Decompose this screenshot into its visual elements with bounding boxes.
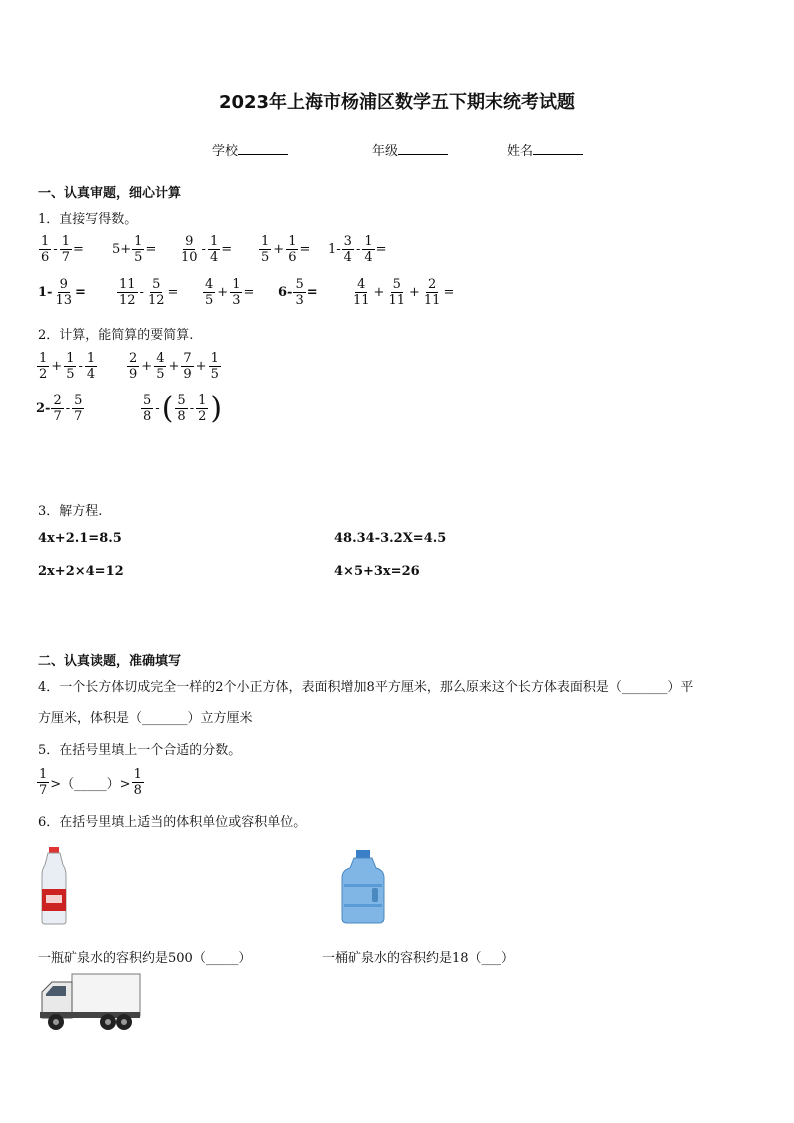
fraction: $\frac{5}{8}$: [177, 393, 186, 424]
fraction: $\frac{11}{12}$: [119, 277, 136, 308]
grade-label: 年级: [372, 144, 399, 159]
calc-1-2: 5+ $\frac{1}{5}$ =: [112, 234, 157, 265]
fraction: $\frac{5}{8}$: [143, 393, 152, 424]
fraction: $\frac{1}{4}$: [209, 234, 219, 265]
grade-field: [372, 140, 448, 159]
fraction: $\frac{1}{2}$: [39, 351, 48, 382]
question-6-label: 6．在括号里填上适当的体积单位或容积单位。: [38, 815, 307, 830]
question-6-item-1: 一瓶矿泉水的容积约是500（_____）: [38, 951, 252, 966]
page-title: 2023年上海市杨浦区数学五下期末统考试题: [218, 92, 576, 113]
fraction: $\frac{9}{10}$: [181, 234, 198, 265]
fraction: $\frac{1}{4}$: [364, 234, 373, 265]
school-label: 学校: [212, 144, 239, 159]
equation-3: 2x+2×4=12: [38, 564, 124, 579]
calc-1-3: $\frac{9}{10}$ - $\frac{1}{4}$ =: [181, 234, 233, 265]
question-4-line1: 4．一个长方体切成完全一样的2个小正方体，表面积增加8平方厘米，那么原来这个长方体表面积是（_______）平: [38, 680, 694, 695]
fraction: $\frac{5}{3}$: [295, 277, 304, 308]
fraction: $\frac{5}{12}$: [147, 277, 165, 308]
fraction: $\frac{1}{5}$: [134, 234, 143, 265]
fraction: $\frac{2}{11}$: [423, 277, 441, 308]
fraction: $\frac{1}{6}$: [288, 234, 297, 265]
fraction: $\frac{4}{5}$: [156, 351, 165, 382]
fraction: $\frac{1}{3}$: [232, 277, 241, 308]
fraction: $\frac{1}{5}$: [66, 351, 75, 382]
water-jug-image: [340, 848, 386, 924]
expr-2-1: $\frac{1}{2}$ + $\frac{1}{5}$ - $\frac{1}{4}$: [39, 351, 96, 382]
fraction: $\frac{4}{11}$: [353, 277, 370, 308]
fraction: $\frac{3}{4}$: [343, 234, 352, 265]
question-6-item-2: 一桶矿泉水的容积约是18（___）: [322, 951, 515, 966]
school-field: [212, 140, 288, 159]
name-label: 姓名: [507, 144, 534, 159]
calc-1-5: 1- $\frac{3}{4}$ - $\frac{1}{4}$ =: [328, 234, 387, 265]
fraction: $\frac{9}{13}$: [55, 277, 72, 308]
question-4-line2: 方厘米，体积是（_______）立方厘米: [38, 711, 253, 726]
calc-2-2: $\frac{11}{12}$ - $\frac{5}{12}$ =: [119, 277, 179, 308]
fraction: $\frac{1}{4}$: [86, 351, 96, 382]
section-2-heading: 二、认真读题，准确填写: [38, 654, 182, 669]
fraction: $\frac{1}{7}$: [39, 767, 48, 798]
calc-1-4: $\frac{1}{5}$ + $\frac{1}{6}$ =: [261, 234, 311, 265]
fraction: $\frac{5}{11}$: [388, 277, 405, 308]
fraction: $\frac{7}{9}$: [183, 351, 192, 382]
expr-2-4: $\frac{5}{8}$ - ( $\frac{5}{8}$ - $\frac{1}{2}$ ): [143, 390, 223, 426]
equation-1: 4x+2.1=8.5: [38, 531, 122, 546]
expr-2-3: 2- $\frac{2}{7}$ - $\frac{5}{7}$: [36, 393, 83, 424]
expr-2-2: $\frac{2}{9}$ + $\frac{4}{5}$ + $\frac{7}{9}$ + $\frac{1}{5}$: [129, 351, 219, 382]
question-3-label: 3．解方程.: [38, 504, 103, 519]
calc-2-1: 1- $\frac{9}{13}$ =: [38, 277, 86, 308]
fraction: $\frac{5}{7}$: [74, 393, 83, 424]
fraction: $\frac{1}{7}$: [61, 234, 70, 265]
fraction: $\frac{1}{6}$: [41, 234, 50, 265]
fraction: $\frac{2}{7}$: [53, 393, 62, 424]
fraction: $\frac{2}{9}$: [129, 351, 138, 382]
question-2-label: 2．计算，能简算的要简算.: [38, 328, 194, 343]
calc-2-5: $\frac{4}{11}$ + $\frac{5}{11}$ + $\frac{2}{11}$ =: [353, 277, 455, 308]
fraction: $\frac{1}{2}$: [198, 393, 207, 424]
fraction: $\frac{1}{5}$: [261, 234, 270, 265]
question-1-label: 1．直接写得数。: [38, 212, 138, 227]
equation-4: 4×5+3x=26: [334, 564, 420, 579]
fraction: $\frac{1}{8}$: [133, 767, 142, 798]
calc-2-4: 6- $\frac{5}{3}$ =: [278, 277, 318, 308]
water-bottle-image: [38, 845, 70, 925]
truck-image: [38, 970, 142, 1034]
fraction: $\frac{1}{5}$: [210, 351, 219, 382]
name-field: [507, 140, 583, 159]
equation-2: 48.34-3.2X=4.5: [334, 531, 447, 546]
question-5-label: 5．在括号里填上一个合适的分数。: [38, 743, 242, 758]
calc-2-3: $\frac{4}{5}$ + $\frac{1}{3}$ =: [205, 277, 255, 308]
fraction: $\frac{4}{5}$: [205, 277, 214, 308]
calc-1-1: $\frac{1}{6}$ - $\frac{1}{7}$ =: [41, 234, 84, 265]
question-5-expression: $\frac{1}{7}$ >（_____）> $\frac{1}{8}$: [39, 767, 142, 798]
section-1-heading: 一、认真审题，细心计算: [38, 186, 182, 201]
